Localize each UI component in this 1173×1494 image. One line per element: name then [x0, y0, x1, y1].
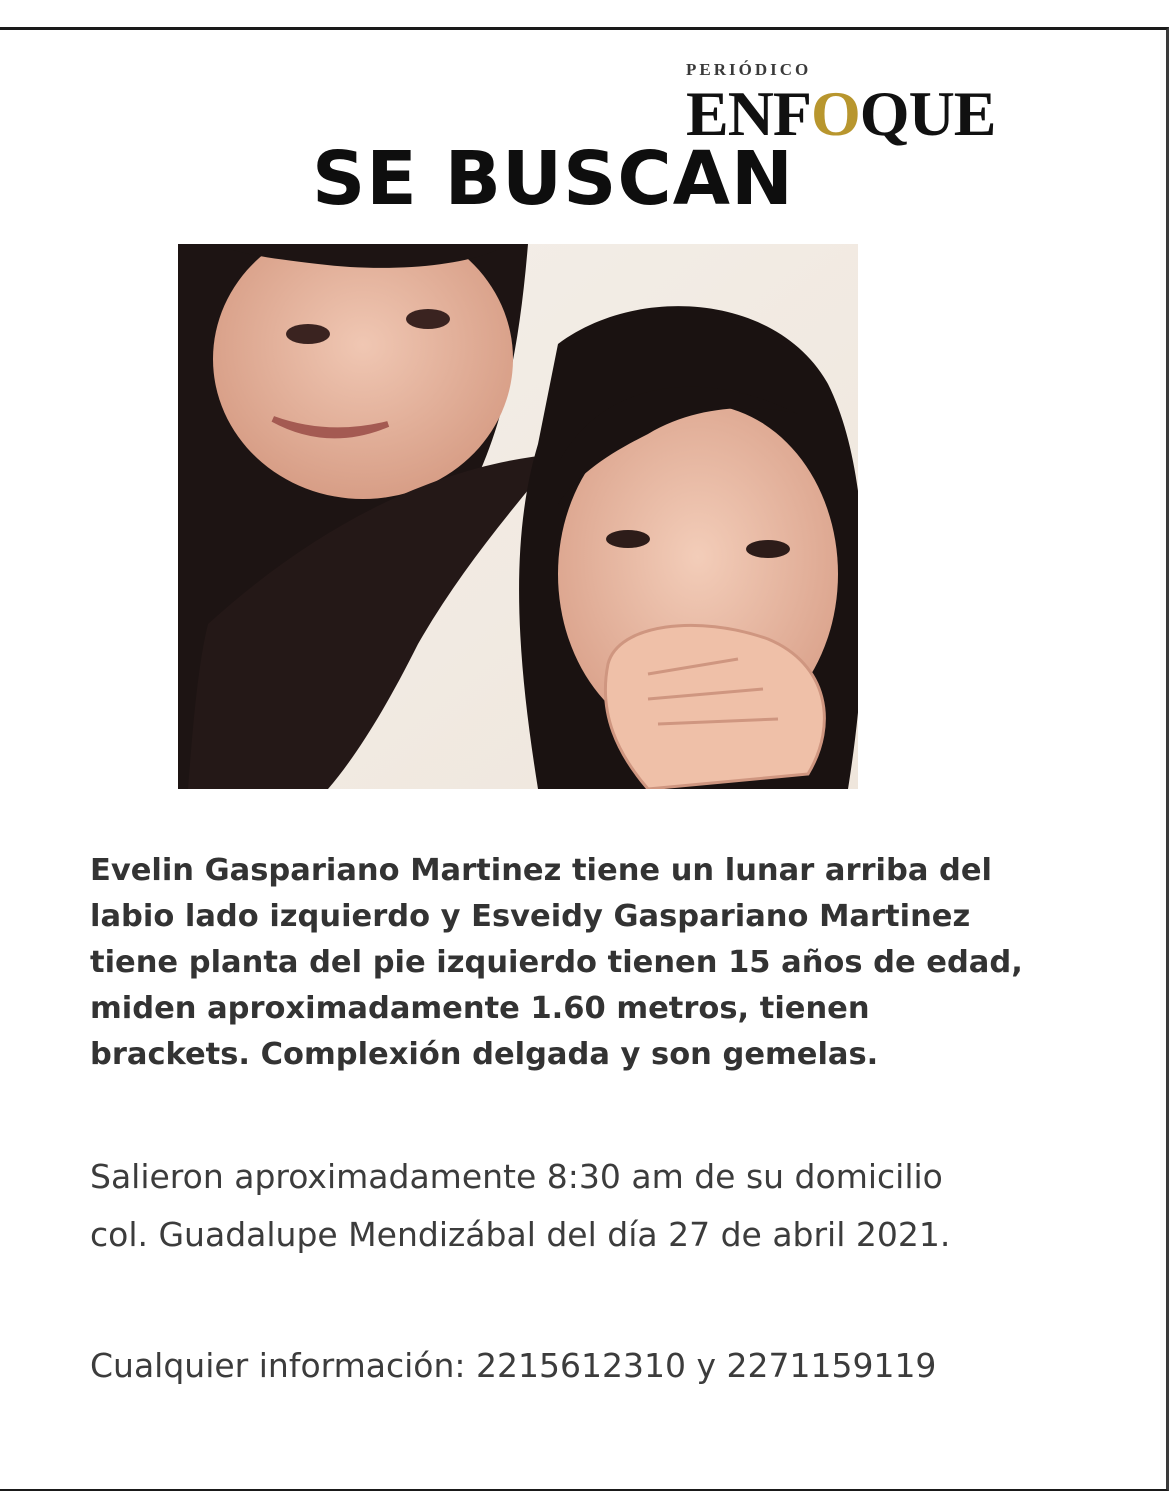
logo-part-start: ENF: [686, 78, 811, 149]
missing-persons-photo: [178, 244, 858, 789]
poster-headline: SE BUSCAN: [312, 136, 794, 222]
newspaper-kicker: PERIÓDICO: [686, 60, 812, 79]
logo-part-end: QUE: [859, 78, 996, 149]
logo-part-accent: O: [811, 78, 860, 149]
contact-text: Cualquier información: 2215612310 y 2271159119: [90, 1346, 937, 1385]
description-text: Evelin Gaspariano Martinez tiene un lunar arriba del labio lado izquierdo y Esveidy Gaspariano Martinez tiene planta del pie izquierdo tienen 15 años de edad, miden aproximadamente 1.60 metros, tienen brackets. Complexión delgada y son gemelas.: [90, 853, 1023, 1072]
last-seen-text: Salieron aproximadamente 8:30 am de su domicilio col. Guadalupe Mendizábal del día 27 de abril 2021.: [90, 1157, 951, 1254]
